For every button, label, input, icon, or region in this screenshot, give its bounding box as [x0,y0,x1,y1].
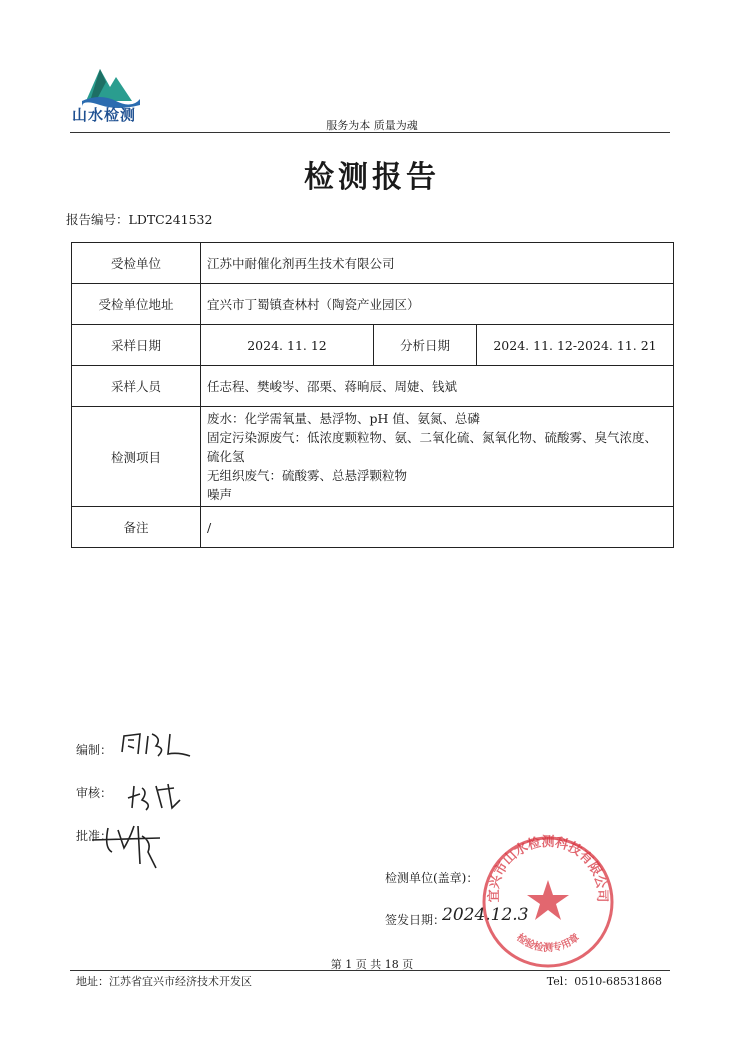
table-row [72,325,674,366]
footer-tel: Tel：0510-68531868 [546,975,662,988]
sampler-label: 采样人员 [72,366,201,407]
footer-divider [70,970,670,971]
reviewed-signature [122,778,192,814]
header-divider [70,132,670,133]
remark-label: 备注 [72,507,201,548]
issue-date-label: 签发日期： [385,913,446,927]
approved-signature [90,818,170,874]
address-label: 受检单位地址 [72,284,201,325]
table-row [72,284,674,325]
brand-name: 山水检测 [72,106,137,124]
item-line: 硫化氢 [207,449,245,464]
official-seal [478,832,618,972]
item-line: 固定污染源废气：低浓度颗粒物、氨、二氧化硫、氮氧化物、硫酸雾、臭气浓度、 [207,430,658,445]
analysis-date-label: 分析日期 [374,325,477,366]
approved-label: 批准： [76,829,113,843]
reviewed-label: 审核： [76,786,113,800]
testing-unit-label: 检测单位(盖章)： [385,871,479,885]
page-title: 检测报告 [304,160,440,195]
client-label: 受检单位 [72,243,201,284]
address-value: 宜兴市丁蜀镇查林村（陶瓷产业园区） [201,284,674,325]
svg-text:检验检测专用章: 检验检测专用章 [514,932,582,955]
issue-date-text: 2024.12.3 [442,905,529,925]
compiled-label: 编制： [76,743,113,757]
slogan: 服务为本 质量为魂 [326,119,418,132]
analysis-date-value: 2024. 11. 12-2024. 11. 21 [477,325,674,366]
compiled-signature [118,728,198,760]
items-value [201,407,674,507]
report-number: 报告编号：LDTC241532 [66,212,213,227]
page-number: 第 1 页 共 18 页 [330,958,414,971]
client-value: 江苏中耐催化剂再生技术有限公司 [201,243,674,284]
sampling-date-value: 2024. 11. 12 [201,325,374,366]
svg-text:宜兴市山水检测科技有限公司: 宜兴市山水检测科技有限公司 [486,835,610,903]
item-line: 废水：化学需氧量、悬浮物、pH 值、氨氮、总磷 [207,411,480,426]
footer-address: 地址：江苏省宜兴市经济技术开发区 [76,975,252,988]
sampler-value: 任志程、樊峻岑、邵栗、蒋晌辰、周婕、钱斌 [201,366,674,407]
item-line: 噪声 [207,487,233,502]
table-row [72,407,674,507]
item-line: 无组织废气：硫酸雾、总悬浮颗粒物 [207,468,408,483]
report-info-table [71,242,674,548]
remark-value: / [201,507,674,548]
table-row [72,366,674,407]
sampling-date-label: 采样日期 [72,325,201,366]
items-label: 检测项目 [72,407,201,507]
table-row [72,243,674,284]
table-row [72,507,674,548]
